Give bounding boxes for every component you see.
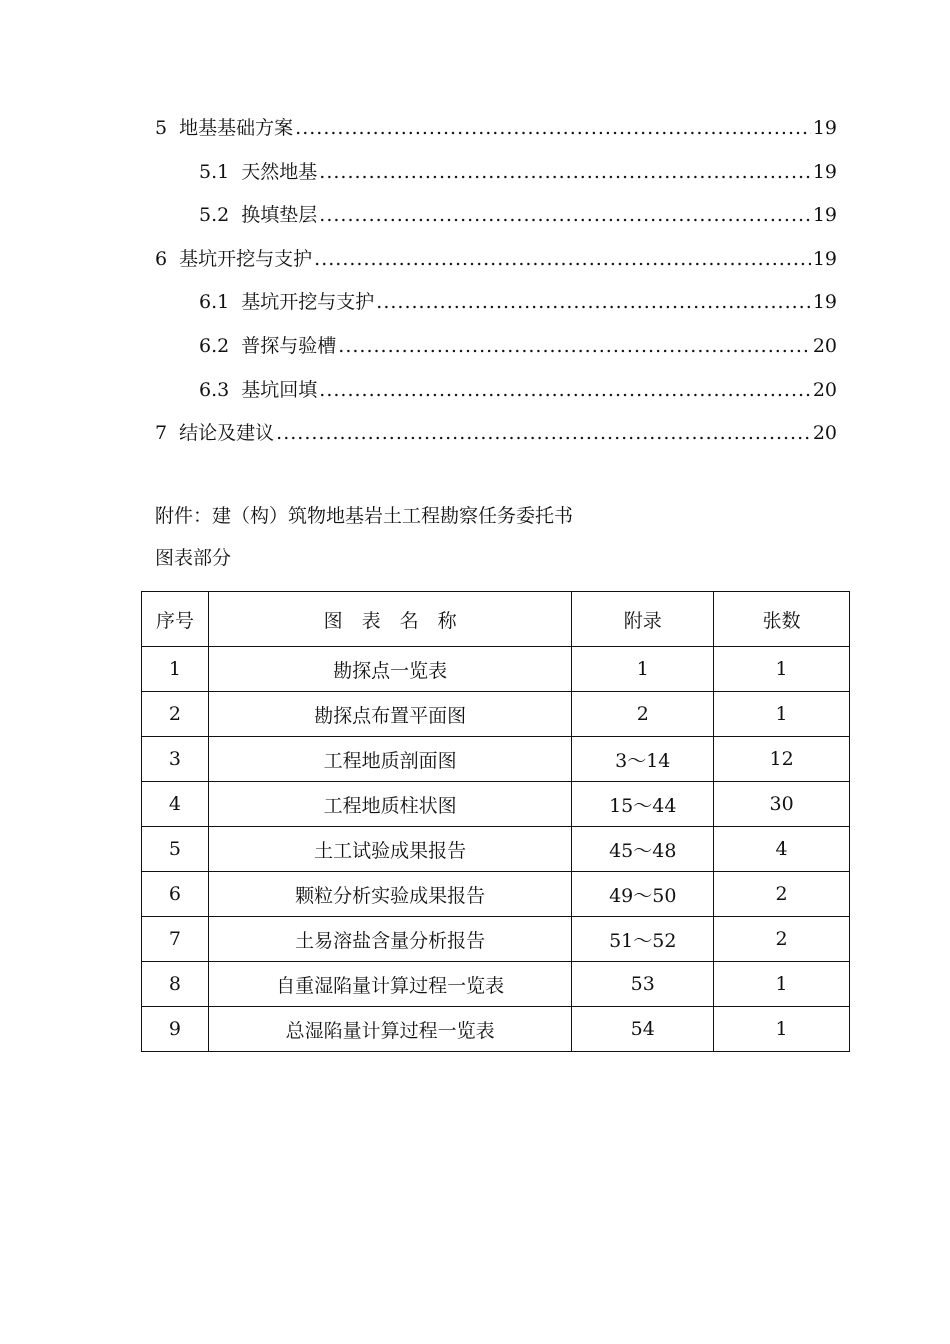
toc-entry[interactable] [155,243,837,287]
table-cell: 4 [714,827,850,872]
table-cell: 2 [572,692,714,737]
table-cell: 勘探点一览表 [208,647,571,692]
table-cell: 1 [572,647,714,692]
toc-leader-dots [319,374,811,406]
toc-entry[interactable] [155,330,837,374]
toc-entry-label: 5 地基基础方案 [155,117,294,139]
toc-leader-dots [319,199,811,231]
table-cell: 颗粒分析实验成果报告 [208,872,571,917]
table-cell: 2 [714,917,850,962]
table-cell: 15～44 [572,782,714,827]
table-cell: 7 [142,917,209,962]
table-cell: 8 [142,962,209,1007]
table-row [142,692,850,737]
table-cell: 5 [142,827,209,872]
toc-entry-page: 19 [812,291,837,314]
toc-entry[interactable] [155,156,837,200]
toc-entry-label: 6.3 基坑回填 [199,378,318,401]
table-cell: 1 [142,647,209,692]
figures-table [141,591,850,1052]
toc-leader-dots [338,330,811,362]
table-cell: 1 [714,962,850,1007]
table-cell: 3～14 [572,737,714,782]
table-cell: 49～50 [572,872,714,917]
column-header-sheets: 张数 [714,592,850,647]
table-cell: 30 [714,782,850,827]
table-cell: 1 [714,1007,850,1052]
toc-entry-page: 19 [812,160,837,183]
toc-entry-page: 19 [812,247,837,270]
table-cell: 51～52 [572,917,714,962]
table-row [142,872,850,917]
toc-entry-page: 20 [812,422,837,445]
table-cell: 自重湿陷量计算过程一览表 [208,962,571,1007]
table-row [142,917,850,962]
table-row [142,737,850,782]
table-cell: 2 [714,872,850,917]
toc-leader-dots [276,417,811,449]
toc-leader-dots [319,156,811,188]
table-row [142,962,850,1007]
table-cell: 勘探点布置平面图 [208,692,571,737]
toc-entry[interactable] [155,112,837,156]
table-cell: 工程地质剖面图 [208,737,571,782]
column-header-index: 序号 [142,592,209,647]
table-cell: 9 [142,1007,209,1052]
toc-entry[interactable] [155,417,837,461]
toc-leader-dots [295,112,811,144]
table-cell: 土工试验成果报告 [208,827,571,872]
table-row [142,827,850,872]
table-cell: 工程地质柱状图 [208,782,571,827]
toc-leader-dots [376,286,811,318]
table-cell: 53 [572,962,714,1007]
table-cell: 1 [714,647,850,692]
table-cell: 2 [142,692,209,737]
column-header-appendix: 附录 [572,592,714,647]
table-cell: 45～48 [572,827,714,872]
table-cell: 总湿陷量计算过程一览表 [208,1007,571,1052]
table-cell: 54 [572,1007,714,1052]
toc-entry-label: 6 基坑开挖与支护 [155,247,313,270]
toc-entry-page: 20 [812,378,837,401]
figures-heading: 图表部分 [155,547,232,569]
table-cell: 4 [142,782,209,827]
column-header-name: 图 表 名 称 [208,592,571,647]
table-row [142,1007,850,1052]
toc-entry-page: 19 [812,204,837,227]
toc-entry[interactable] [155,199,837,243]
table-cell: 6 [142,872,209,917]
table-row [142,782,850,827]
table-row [142,647,850,692]
table-header-row [142,592,850,647]
toc-leader-dots [314,243,811,275]
table-cell: 12 [714,737,850,782]
toc-entry[interactable] [155,374,837,418]
toc-entry-label: 6.1 基坑开挖与支护 [199,291,375,314]
toc-entry-label: 6.2 普探与验槽 [199,334,337,357]
appendix-section [155,500,573,584]
toc-entry-page: 20 [812,334,837,357]
toc-entry-label: 5.1 天然地基 [199,160,318,183]
attachment-line: 附件：建（构）筑物地基岩土工程勘察任务委托书 [155,505,574,527]
toc-entry-label: 7 结论及建议 [155,422,275,445]
table-cell: 土易溶盐含量分析报告 [208,917,571,962]
table-of-contents [155,112,837,461]
toc-entry[interactable] [155,286,837,330]
table-cell: 1 [714,692,850,737]
toc-entry-page: 19 [812,117,837,139]
table-cell: 3 [142,737,209,782]
toc-entry-label: 5.2 换填垫层 [199,204,318,227]
